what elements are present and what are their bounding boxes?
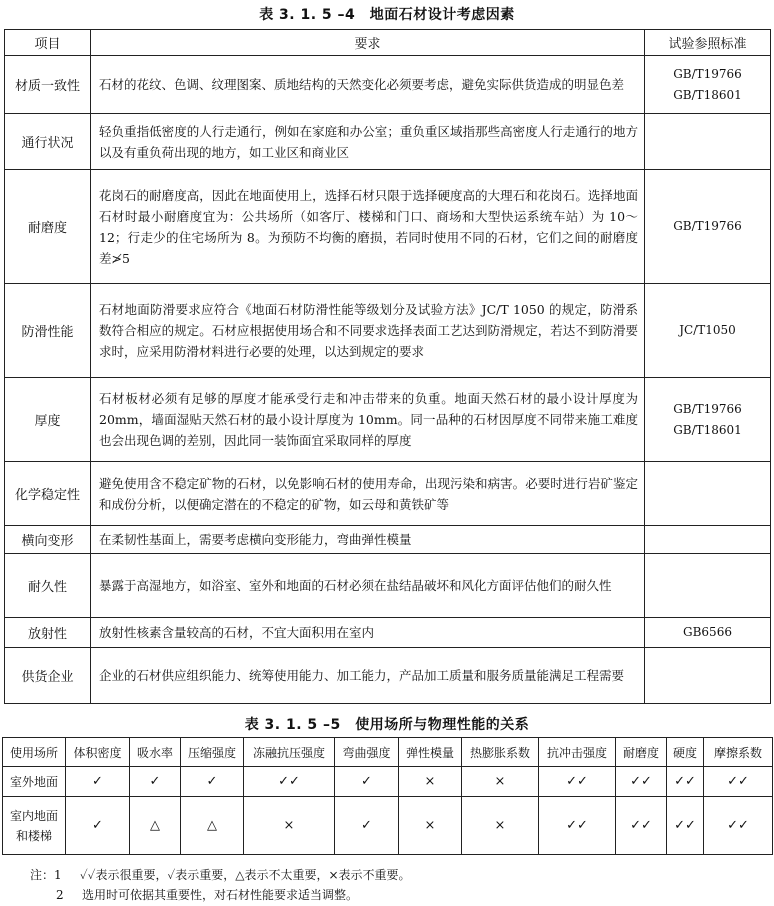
row-standard <box>645 554 771 618</box>
header-cell: 弯曲强度 <box>335 738 399 767</box>
header-cell: 弹性模量 <box>399 738 462 767</box>
header-cell: 抗冲击强度 <box>539 738 616 767</box>
rating-cell: ✓✓ <box>667 767 704 797</box>
notes-prefix: 注： <box>30 868 55 882</box>
row-requirement: 花岗石的耐磨度高，因此在地面使用上，选择石材只限于选择硬度高的大理石和花岗石。选择地面石材时最小耐磨度宜为：公共场所（如客厅、楼梯和门口、商场和大型快运系统车站）为 10～12；行走少的住宅场所为 8。为预防不均衡的磨损，若同时使用不同的石材，它们之间的耐磨度差≯5 <box>91 170 645 284</box>
table-row <box>5 554 771 618</box>
table-row <box>3 767 773 797</box>
header-cell: 体积密度 <box>66 738 130 767</box>
rating-cell: × <box>462 767 539 797</box>
row-standard: GB/T19766 GB/T18601 <box>645 56 771 114</box>
row-item: 化学稳定性 <box>5 462 91 526</box>
rating-cell: × <box>244 797 335 855</box>
row-use: 室外地面 <box>3 767 66 797</box>
table-row <box>5 114 771 170</box>
table-row <box>5 56 771 114</box>
row-item: 供货企业 <box>5 648 91 704</box>
row-item: 通行状况 <box>5 114 91 170</box>
row-item: 材质一致性 <box>5 56 91 114</box>
rating-cell: ✓ <box>181 767 244 797</box>
row-standard <box>645 114 771 170</box>
row-item: 厚度 <box>5 378 91 462</box>
note-line <box>30 885 411 905</box>
row-standard <box>645 648 771 704</box>
table-header-row <box>3 738 773 767</box>
header-item: 项目 <box>5 30 91 56</box>
header-cell: 吸水率 <box>130 738 181 767</box>
rating-cell: ✓✓ <box>539 767 616 797</box>
table-row <box>5 648 771 704</box>
usage-properties-table <box>2 737 773 855</box>
rating-cell: ✓✓ <box>244 767 335 797</box>
rating-cell: × <box>399 797 462 855</box>
header-cell: 使用场所 <box>3 738 66 767</box>
table-row <box>5 618 771 648</box>
header-cell: 压缩强度 <box>181 738 244 767</box>
header-cell: 硬度 <box>667 738 704 767</box>
row-requirement: 轻负重指低密度的人行走通行，例如在家庭和办公室；重负重区域指那些高密度人行走通行的地方以及有重负荷出现的地方，如工业区和商业区 <box>91 114 645 170</box>
notes <box>30 865 411 905</box>
rating-cell: ✓ <box>66 767 130 797</box>
note-number: 1 <box>54 868 62 882</box>
rating-cell: ✓✓ <box>616 797 667 855</box>
rating-cell: ✓✓ <box>704 767 773 797</box>
row-item: 横向变形 <box>5 526 91 554</box>
row-standard: GB6566 <box>645 618 771 648</box>
row-item: 耐磨度 <box>5 170 91 284</box>
note-number: 2 <box>56 888 64 902</box>
rating-cell: △ <box>130 797 181 855</box>
header-cell: 耐磨度 <box>616 738 667 767</box>
row-requirement: 暴露于高湿地方，如浴室、室外和地面的石材必须在盐结晶破坏和风化方面评估他们的耐久性 <box>91 554 645 618</box>
row-item: 耐久性 <box>5 554 91 618</box>
header-standard: 试验参照标准 <box>645 30 771 56</box>
rating-cell: ✓ <box>66 797 130 855</box>
row-requirement: 石材地面防滑要求应符合《地面石材防滑性能等级划分及试验方法》JC/T 1050 的规定，防滑系数符合相应的规定。石材应根据使用场合和不同要求选择表面工艺达到防滑规定，若达不到防滑要求时，应采用防滑材料进行必要的处理，以达到规定的要求 <box>91 284 645 378</box>
rating-cell: ✓ <box>130 767 181 797</box>
table-header-row <box>5 30 771 56</box>
table1-caption: 表 3. 1. 5 –4 地面石材设计考虑因素 <box>259 7 515 23</box>
header-cell: 热膨胀系数 <box>462 738 539 767</box>
rating-cell: ✓ <box>335 797 399 855</box>
row-item: 防滑性能 <box>5 284 91 378</box>
rating-cell: ✓✓ <box>704 797 773 855</box>
table-row <box>5 462 771 526</box>
row-requirement: 避免使用含不稳定矿物的石材，以免影响石材的使用寿命，出现污染和病害。必要时进行岩矿鉴定和成份分析，以便确定潜在的不稳定的矿物，如云母和黄铁矿等 <box>91 462 645 526</box>
header-cell: 冻融抗压强度 <box>244 738 335 767</box>
row-requirement: 石材的花纹、色调、纹理图案、质地结构的天然变化必须要考虑，避免实际供货造成的明显色差 <box>91 56 645 114</box>
row-requirement: 石材板材必须有足够的厚度才能承受行走和冲击带来的负重。地面天然石材的最小设计厚度为 20mm，墙面湿贴天然石材的最小设计厚度为 10mm。同一品种的石材因厚度不同带来施工难度也会出现色调的差别，因此同一装饰面宜采取同样的厚度 <box>91 378 645 462</box>
row-standard: GB/T19766 <box>645 170 771 284</box>
rating-cell: ✓✓ <box>539 797 616 855</box>
rating-cell: ✓ <box>335 767 399 797</box>
row-item: 放射性 <box>5 618 91 648</box>
row-requirement: 企业的石材供应组织能力、统筹使用能力、加工能力，产品加工质量和服务质量能满足工程需要 <box>91 648 645 704</box>
note-line <box>30 865 411 885</box>
table2-caption: 表 3. 1. 5 –5 使用场所与物理性能的关系 <box>244 717 530 733</box>
note-text: 选用时可依据其重要性，对石材性能要求适当调整。 <box>82 888 359 902</box>
row-standard <box>645 462 771 526</box>
rating-cell: × <box>399 767 462 797</box>
row-requirement: 在柔韧性基面上，需要考虑横向变形能力，弯曲弹性模量 <box>91 526 645 554</box>
row-standard <box>645 526 771 554</box>
note-text: ✓✓表示很重要，✓表示重要，△表示不太重要，×表示不重要。 <box>80 868 411 882</box>
rating-cell: ✓✓ <box>616 767 667 797</box>
table-row <box>5 284 771 378</box>
table-row <box>5 526 771 554</box>
rating-cell: △ <box>181 797 244 855</box>
row-standard: GB/T19766 GB/T18601 <box>645 378 771 462</box>
table-row <box>5 378 771 462</box>
design-factors-table <box>4 29 771 704</box>
header-cell: 摩擦系数 <box>704 738 773 767</box>
table-row <box>3 797 773 855</box>
row-use: 室内地面 和楼梯 <box>3 797 66 855</box>
rating-cell: ✓✓ <box>667 797 704 855</box>
rating-cell: × <box>462 797 539 855</box>
header-requirement: 要求 <box>91 30 645 56</box>
row-standard: JC/T1050 <box>645 284 771 378</box>
row-requirement: 放射性核素含量较高的石材，不宜大面积用在室内 <box>91 618 645 648</box>
table-row <box>5 170 771 284</box>
